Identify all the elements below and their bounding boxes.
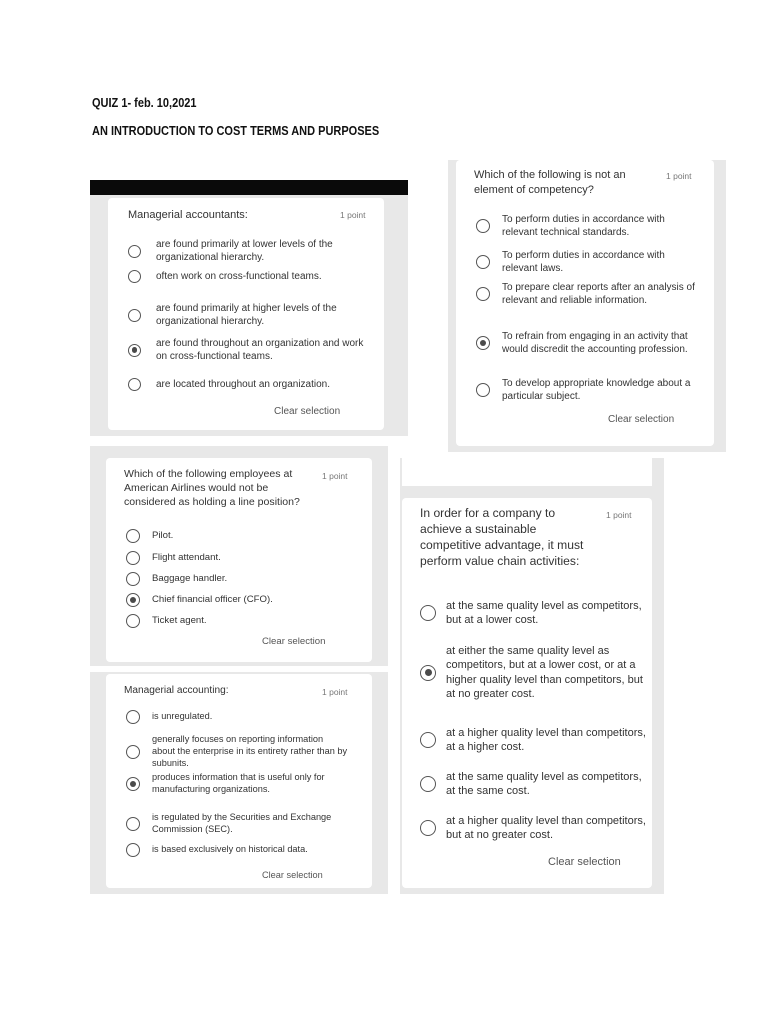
answer-option[interactable]	[108, 337, 384, 363]
question-card-managerial-accounting	[106, 674, 372, 888]
radio-selected-icon[interactable]	[126, 777, 140, 791]
answer-option-label: Chief financial officer (CFO).	[152, 593, 273, 605]
points-label: 1 point	[666, 171, 692, 181]
clear-selection-button[interactable]: Clear selection	[548, 856, 621, 868]
radio-unselected-icon[interactable]	[126, 817, 140, 831]
answer-option[interactable]	[106, 772, 372, 796]
answer-option-label: To refrain from engaging in an activity that would discredit the accounting profession.	[502, 331, 688, 355]
radio-unselected-icon[interactable]	[126, 551, 140, 565]
answer-option-label: is unregulated.	[152, 711, 213, 722]
radio-unselected-icon[interactable]	[128, 270, 141, 283]
answer-option-label: Pilot.	[152, 529, 174, 541]
answer-option-label: is based exclusively on historical data.	[152, 844, 308, 855]
answer-option-label: To perform duties in accordance with relevant laws.	[502, 250, 665, 274]
radio-unselected-icon[interactable]	[128, 245, 141, 258]
answer-option-label: at the same quality level as competitors, but at a lower cost.	[446, 600, 642, 627]
answer-option-label: Flight attendant.	[152, 551, 221, 563]
radio-selected-icon[interactable]	[476, 336, 490, 350]
answer-option[interactable]	[106, 812, 372, 836]
answer-option-label: is regulated by the Securities and Exchange Commission (SEC).	[152, 812, 332, 834]
answer-option[interactable]	[106, 734, 372, 770]
clear-selection-button[interactable]: Clear selection	[262, 636, 326, 647]
radio-unselected-icon[interactable]	[126, 614, 140, 628]
answer-option-label: produces information that is useful only for manufacturing organizations.	[152, 772, 325, 794]
question-card-managerial-accountants	[108, 198, 384, 430]
answer-option[interactable]	[106, 551, 372, 565]
answer-option[interactable]	[106, 593, 372, 607]
answer-option-label: are located throughout an organization.	[156, 379, 331, 390]
radio-unselected-icon[interactable]	[126, 745, 140, 759]
points-label: 1 point	[606, 510, 632, 520]
question-title: Which of the following employees at American Airlines would not be considered as holding a line position?	[124, 468, 300, 508]
question-title: In order for a company to achieve a sustainable competitive advantage, it must perform value chain activities:	[420, 506, 584, 568]
radio-unselected-icon[interactable]	[476, 383, 490, 397]
answer-option[interactable]	[108, 378, 384, 391]
answer-option-label: Ticket agent.	[152, 614, 207, 626]
answer-option[interactable]	[456, 377, 714, 403]
answer-option[interactable]	[402, 770, 652, 799]
answer-option-label: To develop appropriate knowledge about a particular subject.	[502, 378, 691, 402]
radio-unselected-icon[interactable]	[420, 776, 436, 792]
answer-option[interactable]	[106, 572, 372, 586]
answer-option[interactable]	[108, 270, 384, 283]
question-card-line-position	[106, 458, 372, 662]
answer-option[interactable]	[108, 302, 384, 328]
answer-option[interactable]	[106, 843, 372, 857]
radio-unselected-icon[interactable]	[126, 572, 140, 586]
radio-unselected-icon[interactable]	[126, 710, 140, 724]
quiz-date-heading: QUIZ 1- feb. 10,2021	[92, 96, 197, 110]
clear-selection-button[interactable]: Clear selection	[608, 414, 675, 425]
answer-option[interactable]	[106, 710, 372, 724]
answer-option-label: at a higher quality level than competitors, at a higher cost.	[446, 727, 646, 754]
screenshot-q1	[90, 180, 408, 436]
question-card-competency	[456, 160, 714, 446]
answer-option-label: at a higher quality level than competitors, but at no greater cost.	[446, 815, 646, 842]
radio-unselected-icon[interactable]	[476, 219, 490, 233]
question-title: Which of the following is not an element of competency?	[474, 169, 626, 196]
radio-unselected-icon[interactable]	[420, 732, 436, 748]
screenshot-q4	[90, 672, 388, 894]
answer-option[interactable]	[402, 726, 652, 755]
screenshot-q3	[90, 446, 388, 666]
radio-unselected-icon[interactable]	[476, 255, 490, 269]
radio-unselected-icon[interactable]	[128, 378, 141, 391]
answer-option[interactable]	[106, 529, 372, 543]
question-card-value-chain	[402, 498, 652, 888]
radio-unselected-icon[interactable]	[476, 287, 490, 301]
black-header-bar	[90, 180, 408, 195]
answer-option-label: at the same quality level as competitors, at the same cost.	[446, 771, 642, 798]
clear-selection-button[interactable]: Clear selection	[274, 406, 341, 417]
points-label: 1 point	[322, 687, 348, 697]
answer-option[interactable]	[456, 330, 714, 356]
answer-option[interactable]	[456, 213, 714, 239]
radio-selected-icon[interactable]	[126, 593, 140, 607]
radio-unselected-icon[interactable]	[420, 820, 436, 836]
answer-option[interactable]	[402, 599, 652, 628]
answer-option[interactable]	[456, 249, 714, 275]
answer-option[interactable]	[106, 614, 372, 628]
answer-option-label: Baggage handler.	[152, 572, 228, 584]
answer-option[interactable]	[108, 238, 384, 264]
answer-option-label: are found primarily at lower levels of the organizational hierarchy.	[156, 239, 333, 263]
topic-heading: AN INTRODUCTION TO COST TERMS AND PURPOSES	[92, 124, 380, 138]
answer-option-label: are found throughout an organization and work on cross-functional teams.	[156, 338, 364, 362]
radio-selected-icon[interactable]	[420, 665, 436, 681]
answer-option-label: are found primarily at higher levels of the organizational hierarchy.	[156, 303, 337, 327]
question-title: Managerial accountants:	[128, 209, 248, 221]
screenshot-q5	[400, 458, 664, 894]
clear-selection-button[interactable]: Clear selection	[262, 870, 323, 880]
answer-option-label: To prepare clear reports after an analysis of relevant and reliable information.	[502, 282, 695, 306]
answer-option-label: often work on cross-functional teams.	[156, 271, 322, 282]
points-label: 1 point	[322, 471, 348, 481]
answer-option-label: at either the same quality level as competitors, but at a lower cost, or at a higher quality level than competitors, but at no greater cost.	[446, 645, 643, 700]
question-title: Managerial accounting:	[124, 685, 229, 696]
answer-option-label: To perform duties in accordance with relevant technical standards.	[502, 214, 665, 238]
radio-unselected-icon[interactable]	[128, 309, 141, 322]
answer-option[interactable]	[456, 281, 714, 307]
screenshot-q2	[448, 160, 726, 452]
radio-unselected-icon[interactable]	[126, 843, 140, 857]
answer-option-label: generally focuses on reporting information about the enterprise in its entirety rather than by subunits.	[152, 734, 348, 768]
answer-option[interactable]	[402, 814, 652, 843]
radio-unselected-icon[interactable]	[420, 605, 436, 621]
blank-panel	[402, 458, 652, 486]
points-label: 1 point	[340, 210, 366, 220]
radio-selected-icon[interactable]	[128, 344, 141, 357]
answer-option[interactable]	[402, 644, 652, 701]
radio-unselected-icon[interactable]	[126, 529, 140, 543]
